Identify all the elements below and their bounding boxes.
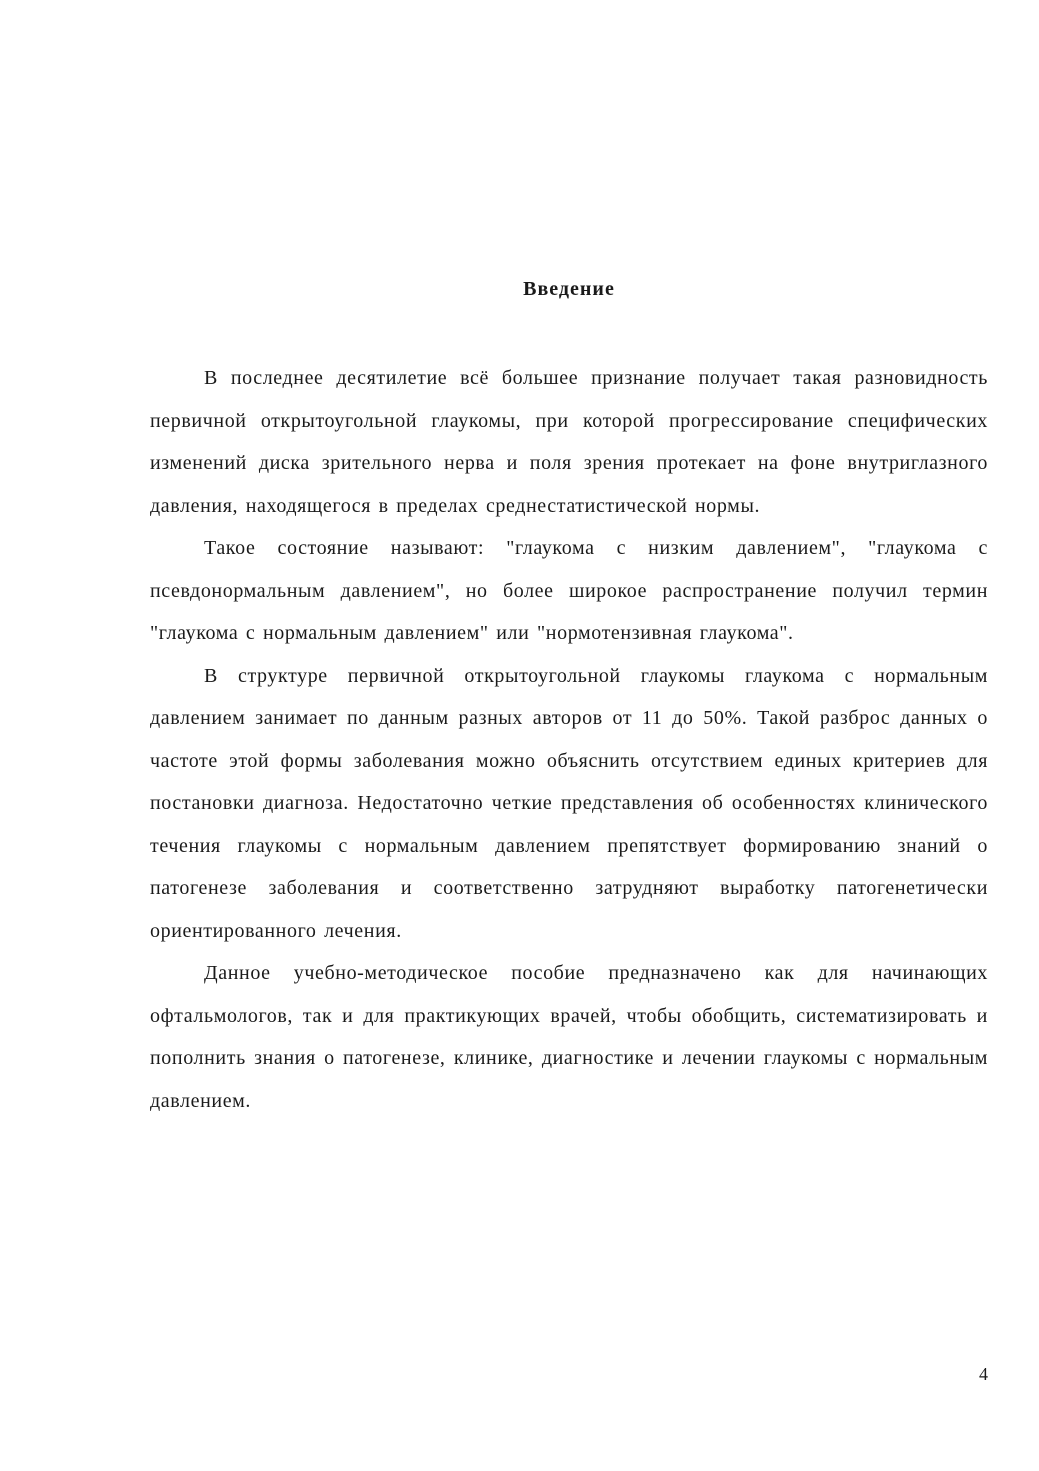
page-number: 4 [979,1364,988,1384]
paragraph-purpose: Данное учебно-методическое пособие предназначено как для начинающих офтальмологов, так и для практикующих врачей, чтобы обобщить, систематизировать и пополнить знания о патогенезе, клинике, диагностике и лечении глаукомы с нормальным давлением. [150,962,988,1112]
paragraph-terminology: Такое состояние называют: "глаукома с низким давлением", "глаукома с псевдонормальным давлением", но более широкое распространение получил термин "глаукома с нормальным давлением" или "нормотензивная глаукома". [150,537,988,644]
paragraph-intro: В последнее десятилетие всё большее признание получает такая разновидность первичной открытоугольной глаукомы, при которой прогрессирование специфических изменений диска зрительного нерва и поля зрения протекает на фоне внутриглазного давления, находящегося в пределах среднестатистической нормы. [150,367,988,517]
document-body [150,357,988,1122]
section-title: Введение [523,278,615,300]
paragraph-prevalence: В структуре первичной открытоугольной глаукомы глаукома с нормальным давлением занимает по данным разных авторов от 11 до 50%. Такой разброс данных о частоте этой формы заболевания можно объяснить отсутствием единых критериев для постановки диагноза. Недостаточно четкие представления об особенностях клинического течения глаукомы с нормальным давлением препятствует формированию знаний о патогенезе заболевания и соответственно затрудняют выработку патогенетически ориентированного лечения. [150,664,988,942]
